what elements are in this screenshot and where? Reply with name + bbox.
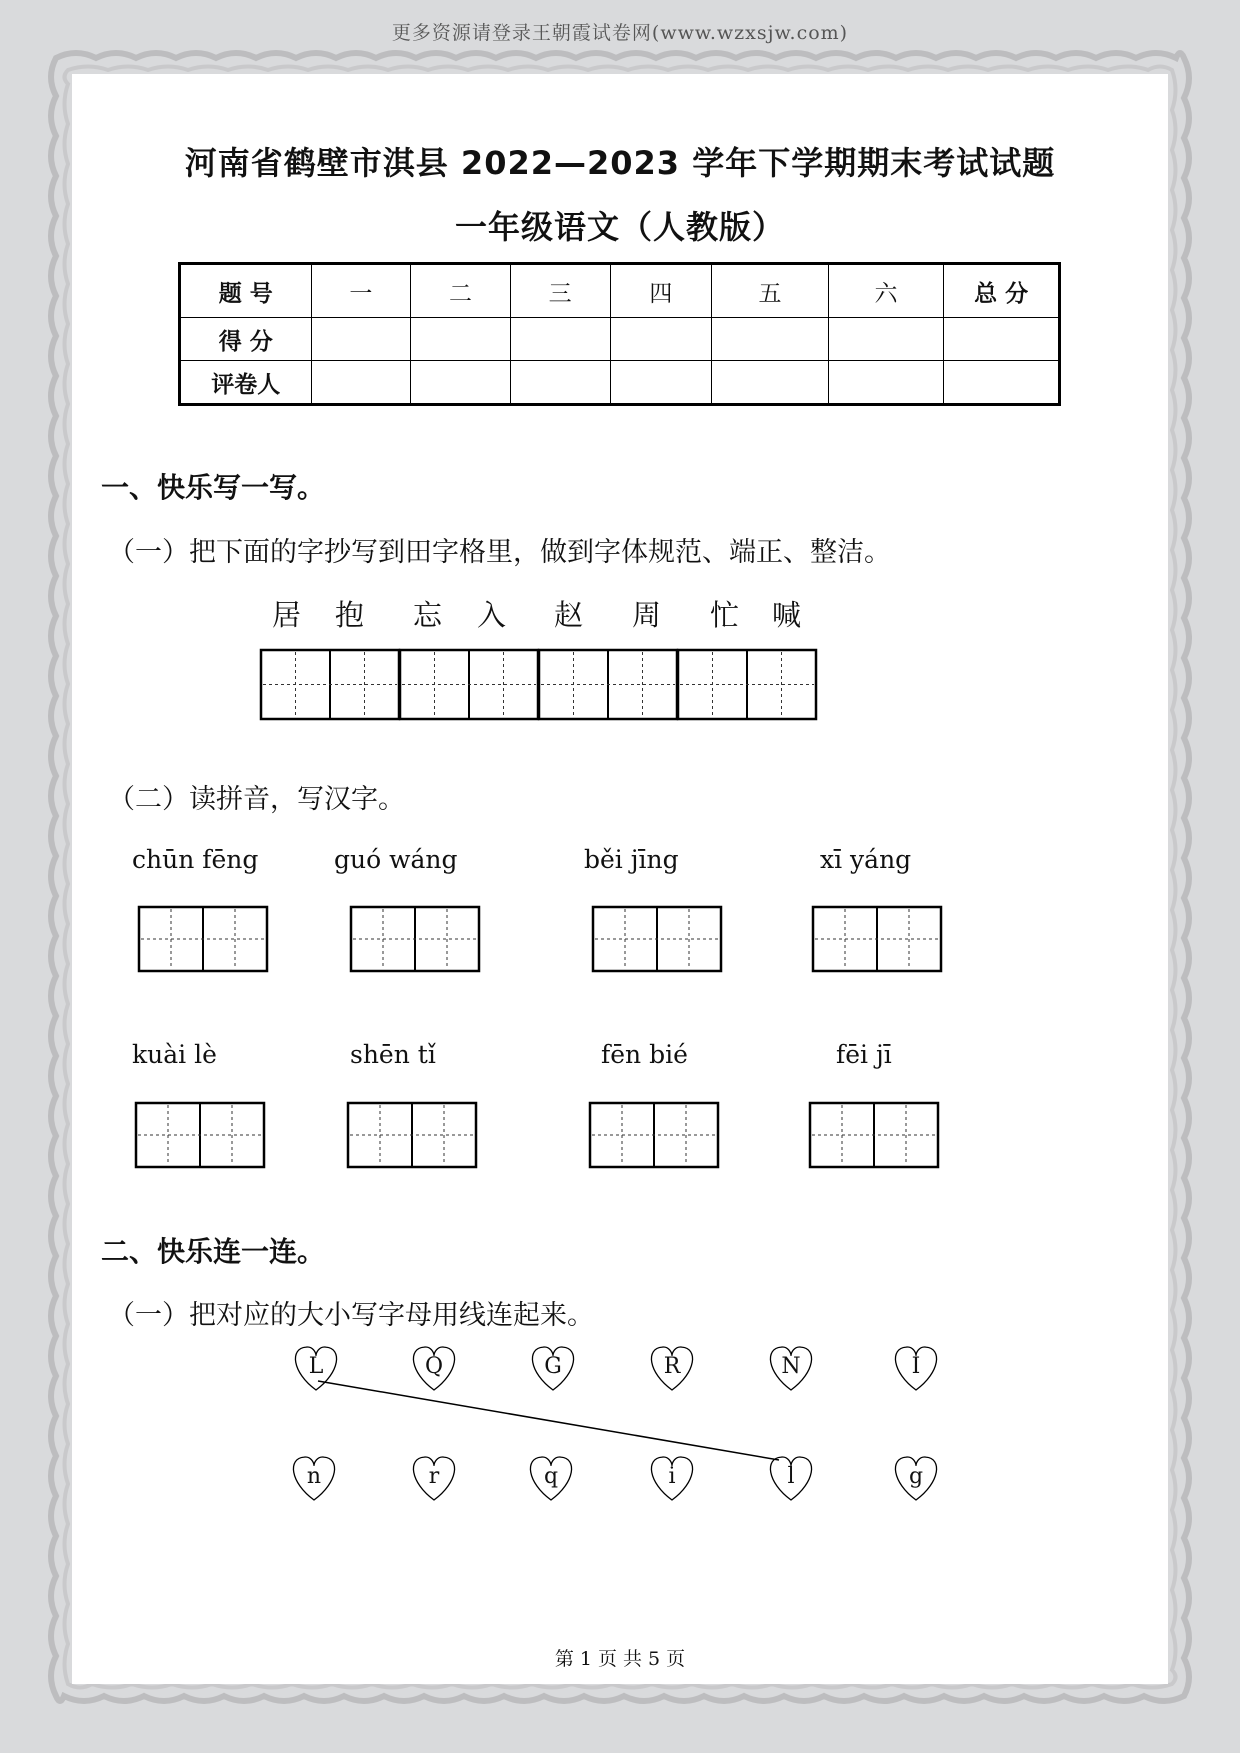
grader-cell[interactable]: [828, 361, 944, 405]
grader-cell[interactable]: [510, 361, 610, 405]
header-cell: 总 分: [944, 264, 1060, 318]
grader-cell[interactable]: [311, 361, 411, 405]
score-table-header: [180, 264, 1060, 318]
row-label: 得 分: [180, 318, 312, 361]
section-heading: 一、快乐写一写。: [101, 471, 326, 504]
uppercase-letter[interactable]: I: [911, 1354, 921, 1379]
score-cell[interactable]: [944, 318, 1060, 361]
exam-subtitle: 一年级语文（人教版）: [454, 208, 785, 246]
grader-row: [180, 361, 1060, 405]
lowercase-letter[interactable]: l: [787, 1464, 795, 1489]
pinyin-label: kuài lè: [132, 1040, 217, 1069]
header-cell: 五: [712, 264, 829, 318]
instruction: （二）读拼音，写汉字。: [108, 784, 405, 815]
instruction: （一）把对应的大小写字母用线连起来。: [108, 1300, 594, 1331]
lowercase-letter[interactable]: n: [306, 1464, 322, 1489]
header-cell: 二: [411, 264, 511, 318]
copy-character: 忘: [413, 598, 443, 632]
lowercase-letter[interactable]: q: [543, 1464, 559, 1489]
grader-cell[interactable]: [944, 361, 1060, 405]
lowercase-letter[interactable]: i: [668, 1464, 676, 1489]
score-cell[interactable]: [712, 318, 829, 361]
header-cell: 一: [311, 264, 411, 318]
pinyin-label: fēi jī: [836, 1040, 892, 1069]
score-table: [178, 262, 1061, 406]
section-heading: 二、快乐连一连。: [101, 1235, 326, 1268]
pinyin-label: chūn fēng: [132, 845, 259, 874]
uppercase-letter[interactable]: L: [308, 1354, 324, 1379]
copy-character: 抱: [335, 598, 365, 632]
lowercase-letter[interactable]: r: [428, 1464, 440, 1489]
pinyin-label: shēn tǐ: [350, 1040, 436, 1069]
pinyin-label: běi jīng: [584, 845, 679, 874]
grader-cell[interactable]: [411, 361, 511, 405]
copy-character: 居: [272, 598, 302, 632]
score-cell[interactable]: [311, 318, 411, 361]
header-cell: 六: [828, 264, 944, 318]
score-cell[interactable]: [411, 318, 511, 361]
header-cell: 三: [510, 264, 610, 318]
copy-character: 周: [632, 598, 662, 632]
header-cell: 四: [610, 264, 712, 318]
lowercase-letter[interactable]: g: [908, 1464, 924, 1489]
header-cell: 题 号: [180, 264, 312, 318]
uppercase-letter[interactable]: N: [781, 1354, 801, 1379]
grader-cell[interactable]: [610, 361, 712, 405]
pinyin-label: fēn bié: [601, 1040, 688, 1069]
uppercase-letter[interactable]: G: [544, 1354, 562, 1379]
uppercase-letter[interactable]: R: [663, 1354, 681, 1379]
watermark: 更多资源请登录王朝霞试卷网(www.wzxsjw.com): [391, 22, 849, 44]
copy-character: 喊: [772, 598, 802, 632]
score-cell[interactable]: [828, 318, 944, 361]
copy-character: 忙: [710, 598, 740, 632]
copy-character: 赵: [554, 598, 584, 632]
instruction: （一）把下面的字抄写到田字格里，做到字体规范、端正、整洁。: [108, 537, 891, 568]
page-number: 第 1 页 共 5 页: [554, 1648, 686, 1670]
uppercase-letter[interactable]: Q: [424, 1354, 444, 1379]
exam-title: 河南省鹤壁市淇县 2022—2023 学年下学期期末考试试题: [184, 144, 1056, 182]
score-row: [180, 318, 1060, 361]
grader-cell[interactable]: [712, 361, 829, 405]
score-cell[interactable]: [610, 318, 712, 361]
row-label: 评卷人: [180, 361, 312, 405]
pinyin-label: guó wáng: [334, 845, 458, 874]
score-cell[interactable]: [510, 318, 610, 361]
copy-character: 入: [477, 598, 507, 632]
pinyin-label: xī yáng: [820, 845, 912, 874]
